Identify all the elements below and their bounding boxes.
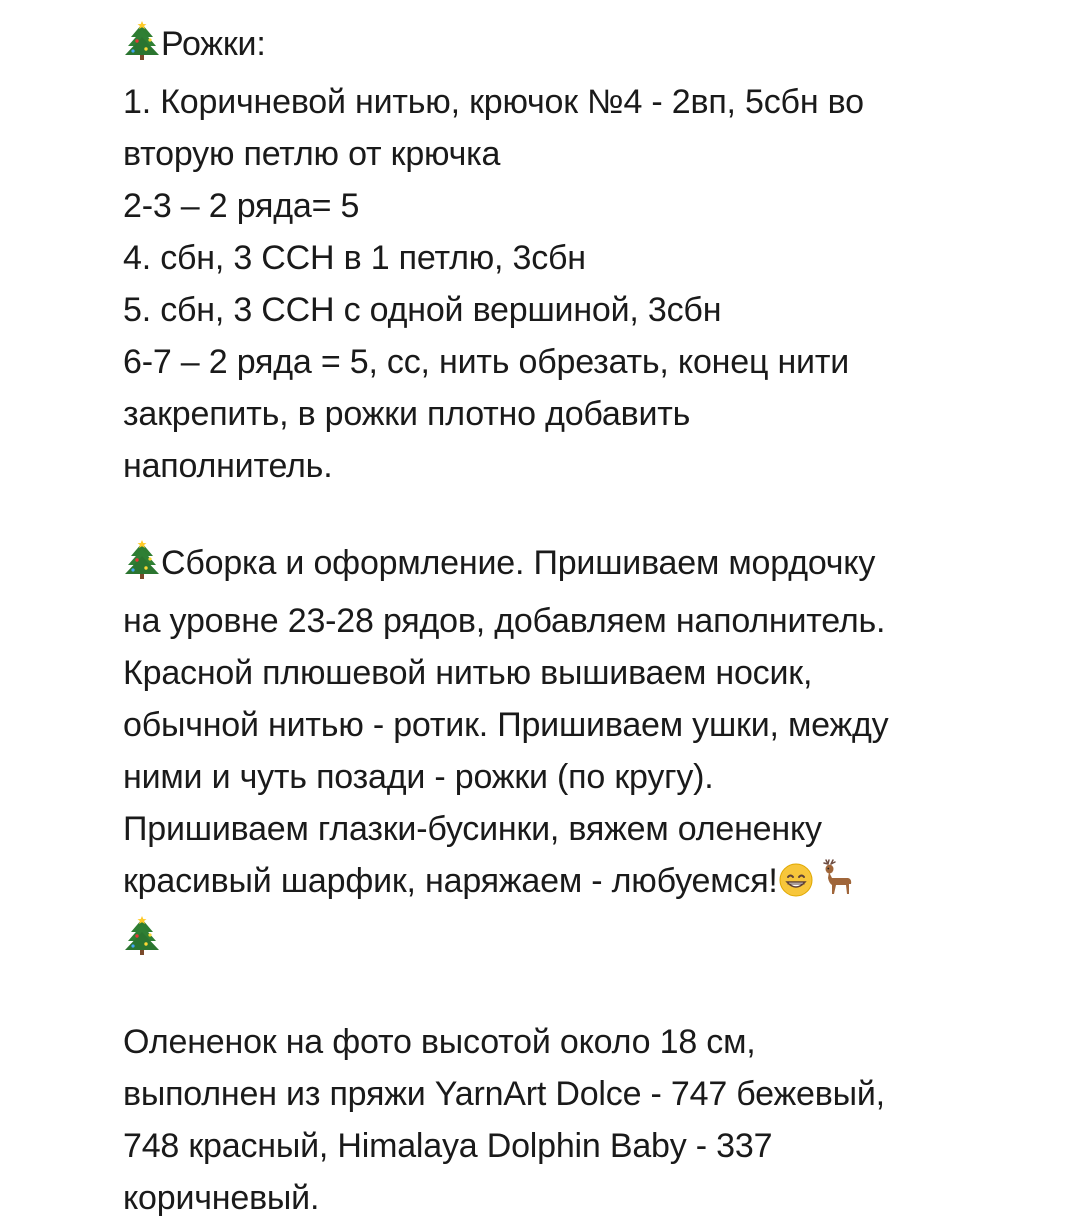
paragraph-gap [123, 971, 1040, 1016]
assembly-section [123, 537, 1040, 971]
assembly-trailing-line [123, 913, 1040, 971]
assembly-line: Красной плюшевой нитью вышиваем носик, [123, 654, 813, 692]
assembly-last-text: красивый шарфик, наряжаем - любуемся! [123, 862, 778, 900]
christmas-tree-icon [123, 21, 161, 76]
horns-line: наполнитель. [123, 447, 333, 485]
deer-icon [816, 858, 856, 913]
christmas-tree-icon [123, 916, 161, 971]
assembly-first-line: Сборка и оформление. Пришиваем мордочку [161, 544, 876, 582]
assembly-line: на уровне 23-28 рядов, добавляем наполнитель. [123, 602, 886, 640]
assembly-line: Пришиваем глазки-бусинки, вяжем олененку [123, 810, 822, 848]
paragraph-gap [123, 492, 1040, 537]
horns-line: закрепить, в рожки плотно добавить [123, 395, 691, 433]
assembly-last-line [123, 855, 1040, 913]
horns-line: 6-7 – 2 ряда = 5, сс, нить обрезать, конец нити [123, 343, 850, 381]
horns-line: вторую петлю от крючка [123, 135, 501, 173]
horns-line: 4. сбн, 3 ССН в 1 петлю, 3сбн [123, 239, 586, 277]
horns-line: 5. сбн, 3 ССН с одной вершиной, 3сбн [123, 291, 722, 329]
christmas-tree-icon [123, 540, 161, 595]
horns-title: Рожки: [161, 25, 266, 63]
assembly-line: ними и чуть позади - рожки (по кругу). [123, 758, 714, 796]
horns-line: 2-3 – 2 ряда= 5 [123, 187, 360, 225]
horns-heading [123, 18, 1040, 76]
horns-section [123, 18, 1040, 492]
info-line: выполнен из пряжи YarnArt Dolce - 747 бежевый, [123, 1075, 885, 1113]
info-line: Олененок на фото высотой около 18 см, [123, 1023, 756, 1061]
assembly-heading [123, 537, 1040, 595]
info-line: коричневый. [123, 1179, 320, 1217]
horns-line: 1. Коричневой нитью, крючок №4 - 2вп, 5сбн во [123, 83, 864, 121]
grinning-face-icon [778, 861, 814, 913]
info-line: 748 красный, Himalaya Dolphin Baby - 337 [123, 1127, 773, 1165]
assembly-line: обычной нитью - ротик. Пришиваем ушки, между [123, 706, 889, 744]
info-section [123, 1016, 1040, 1224]
